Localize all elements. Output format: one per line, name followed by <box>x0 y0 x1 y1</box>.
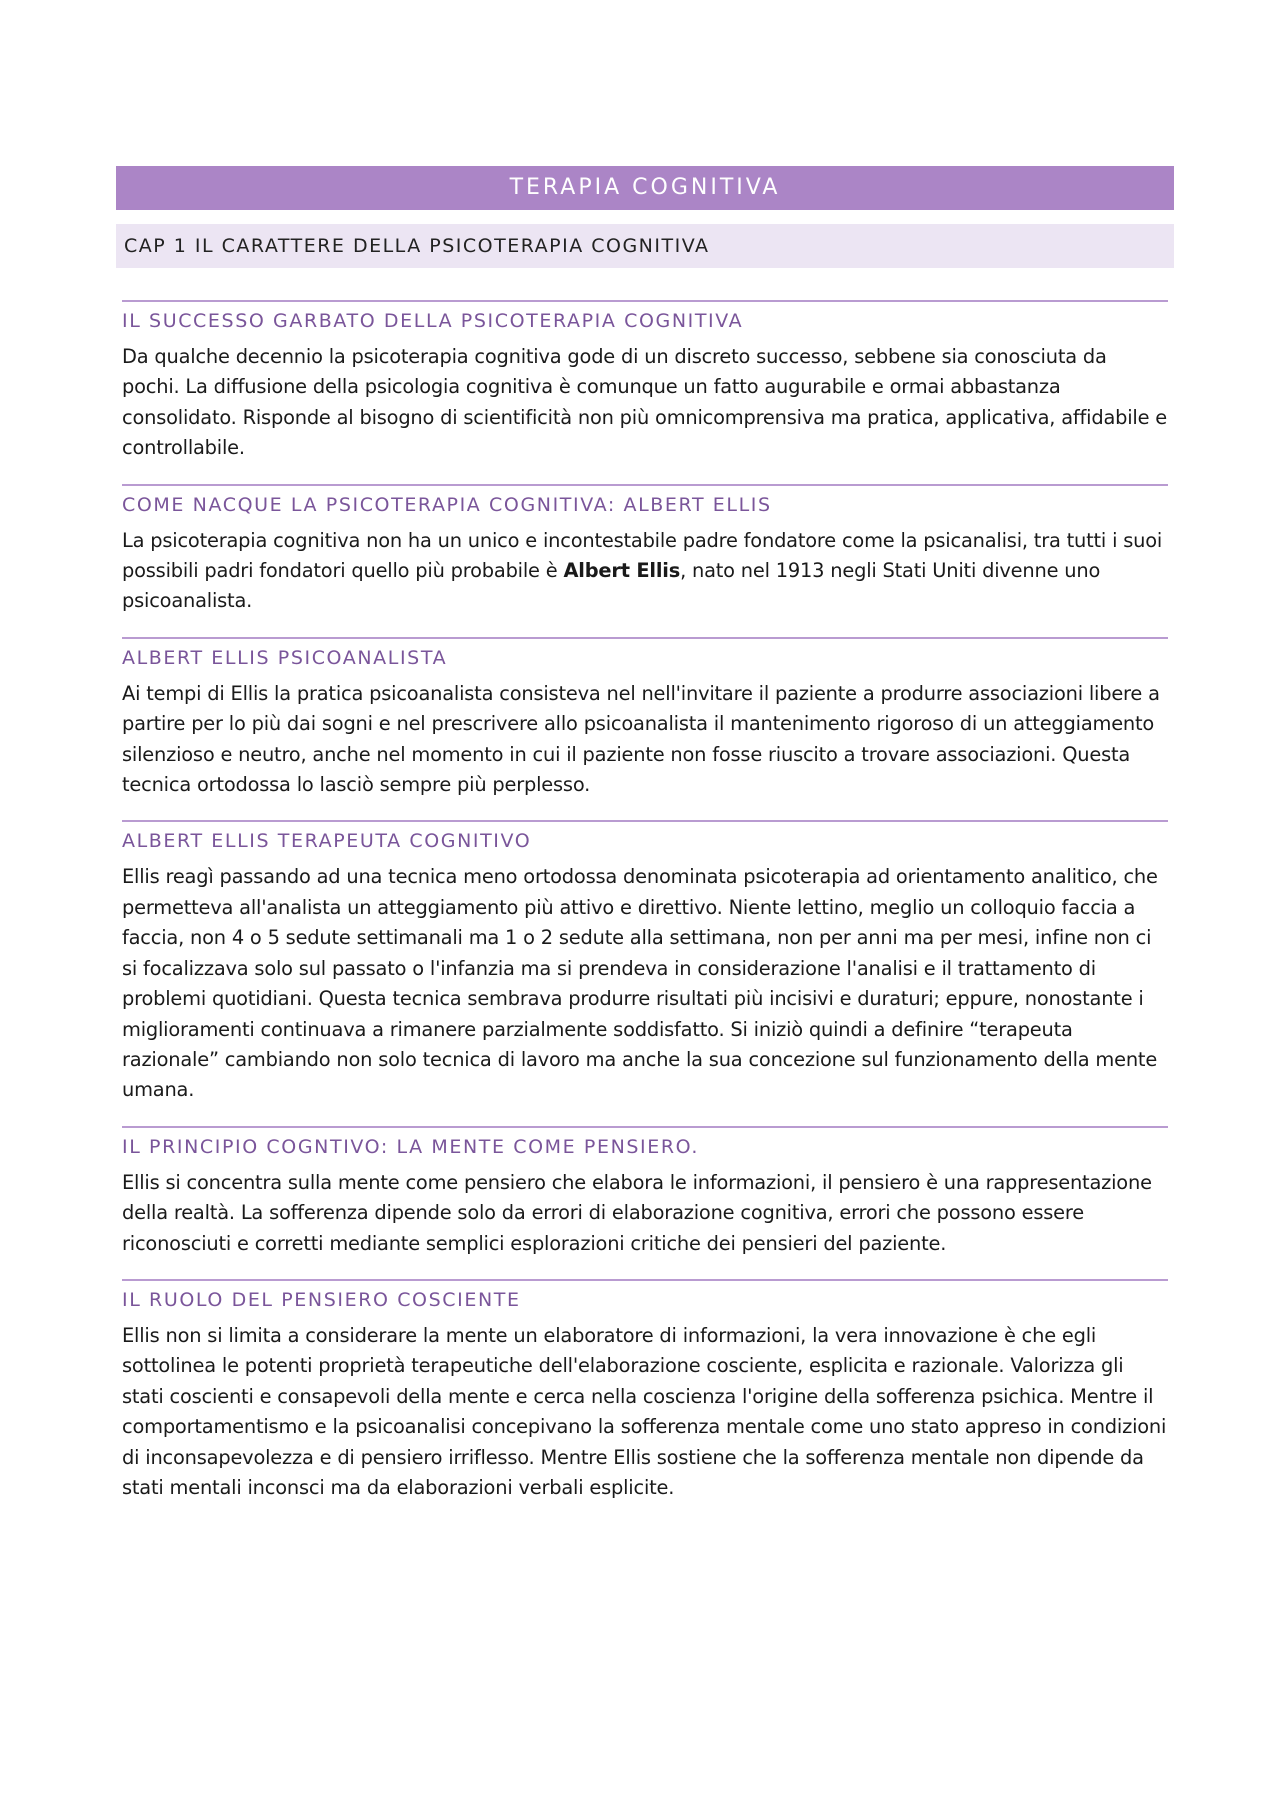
section-pensiero-cosciente <box>122 1279 1168 1503</box>
section-heading: IL RUOLO DEL PENSIERO COSCIENTE <box>122 1279 1168 1315</box>
section-heading: ALBERT ELLIS TERAPEUTA COGNITIVO <box>122 820 1168 856</box>
section-successo <box>122 300 1168 464</box>
document-page <box>116 166 1174 1503</box>
section-body: Ai tempi di Ellis la pratica psicoanalista consisteva nel nell'invitare il paziente a produrre associazioni libere a partire per lo più dai sogni e nel prescrivere allo psicoanalista il mantenimento rigoroso di un atteggiamento silenzioso e neutro, anche nel momento in cui il paziente non fosse riuscito a trovare associazioni. Questa tecnica ortodossa lo lasciò sempre più perplesso. <box>122 681 1160 797</box>
body-text: La psicoterapia cognitiva non ha un unico e incontestabile padre fondatore come la psicanalisi, tra tutti i suoi possibili padri fondatori quello più probabile è <box>122 528 1163 583</box>
section-ellis-terapeuta <box>122 820 1168 1105</box>
section-body: Ellis reagì passando ad una tecnica meno ortodossa denominata psicoterapia ad orientamento analitico, che permetteva all'analista un atteggiamento più attivo e direttivo. Niente lettino, meglio un colloquio faccia a faccia, non 4 o 5 sedute settimanali ma 1 o 2 sedute alla settimana, non per anni ma per mesi, infine non ci si focalizzava solo sul passato o l'infanzia ma si prendeva in considerazione l'analisi e il trattamento di problemi quotidiani. Questa tecnica sembrava produrre risultati più incisivi e duraturi; eppure, nonostante i miglioramenti continuava a rimanere parzialmente soddisfatto. Si iniziò quindi a definire “terapeuta razionale” cambiando non solo tecnica di lavoro ma anche la sua concezione sul funzionamento della mente umana. <box>122 865 1158 1102</box>
section-heading: IL PRINCIPIO COGNTIVO: LA MENTE COME PENSIERO. <box>122 1126 1168 1162</box>
body-text: , nato nel 1913 negli Stati Uniti divenne uno psicoanalista. <box>122 559 1101 613</box>
section-heading: COME NACQUE LA PSICOTERAPIA COGNITIVA: ALBERT ELLIS <box>122 484 1168 520</box>
body-bold-name: Albert Ellis <box>563 559 681 583</box>
section-heading: IL SUCCESSO GARBATO DELLA PSICOTERAPIA COGNITIVA <box>122 300 1168 336</box>
section-body: Ellis non si limita a considerare la mente un elaboratore di informazioni, la vera innovazione è che egli sottolinea le potenti proprietà terapeutiche dell'elaborazione cosciente, esplicita e razionale. Valorizza gli stati coscienti e consapevoli della mente e cerca nella coscienza l'origine della sofferenza psichica. Mentre il comportamentismo e la psicoanalisi concepivano la sofferenza mentale come uno stato appreso in condizioni di inconsapevolezza e di pensiero irriflesso. Mentre Ellis sostiene che la sofferenza mentale non dipende da stati mentali inconsci ma da elaborazioni verbali esplicite. <box>122 1323 1167 1499</box>
section-come-nacque <box>122 484 1168 617</box>
chapter-heading: CAP 1 IL CARATTERE DELLA PSICOTERAPIA COGNITIVA <box>116 224 1174 268</box>
section-principio-cognitivo <box>122 1126 1168 1259</box>
section-body <box>122 526 1168 617</box>
section-ellis-psicoanalista <box>122 637 1168 801</box>
document-title: TERAPIA COGNITIVA <box>116 166 1174 210</box>
section-heading: ALBERT ELLIS PSICOANALISTA <box>122 637 1168 673</box>
section-body: Ellis si concentra sulla mente come pensiero che elabora le informazioni, il pensiero è una rappresentazione della realtà. La sofferenza dipende solo da errori di elaborazione cognitiva, errori che possono essere riconosciuti e corretti mediante semplici esplorazioni critiche dei pensieri del paziente. <box>122 1170 1152 1255</box>
section-body: Da qualche decennio la psicoterapia cognitiva gode di un discreto successo, sebbene sia conosciuta da pochi. La diffusione della psicologia cognitiva è comunque un fatto augurabile e ormai abbastanza consolidato. Risponde al bisogno di scientificità non più omnicomprensiva ma pratica, applicativa, affidabile e controllabile. <box>122 345 1168 460</box>
